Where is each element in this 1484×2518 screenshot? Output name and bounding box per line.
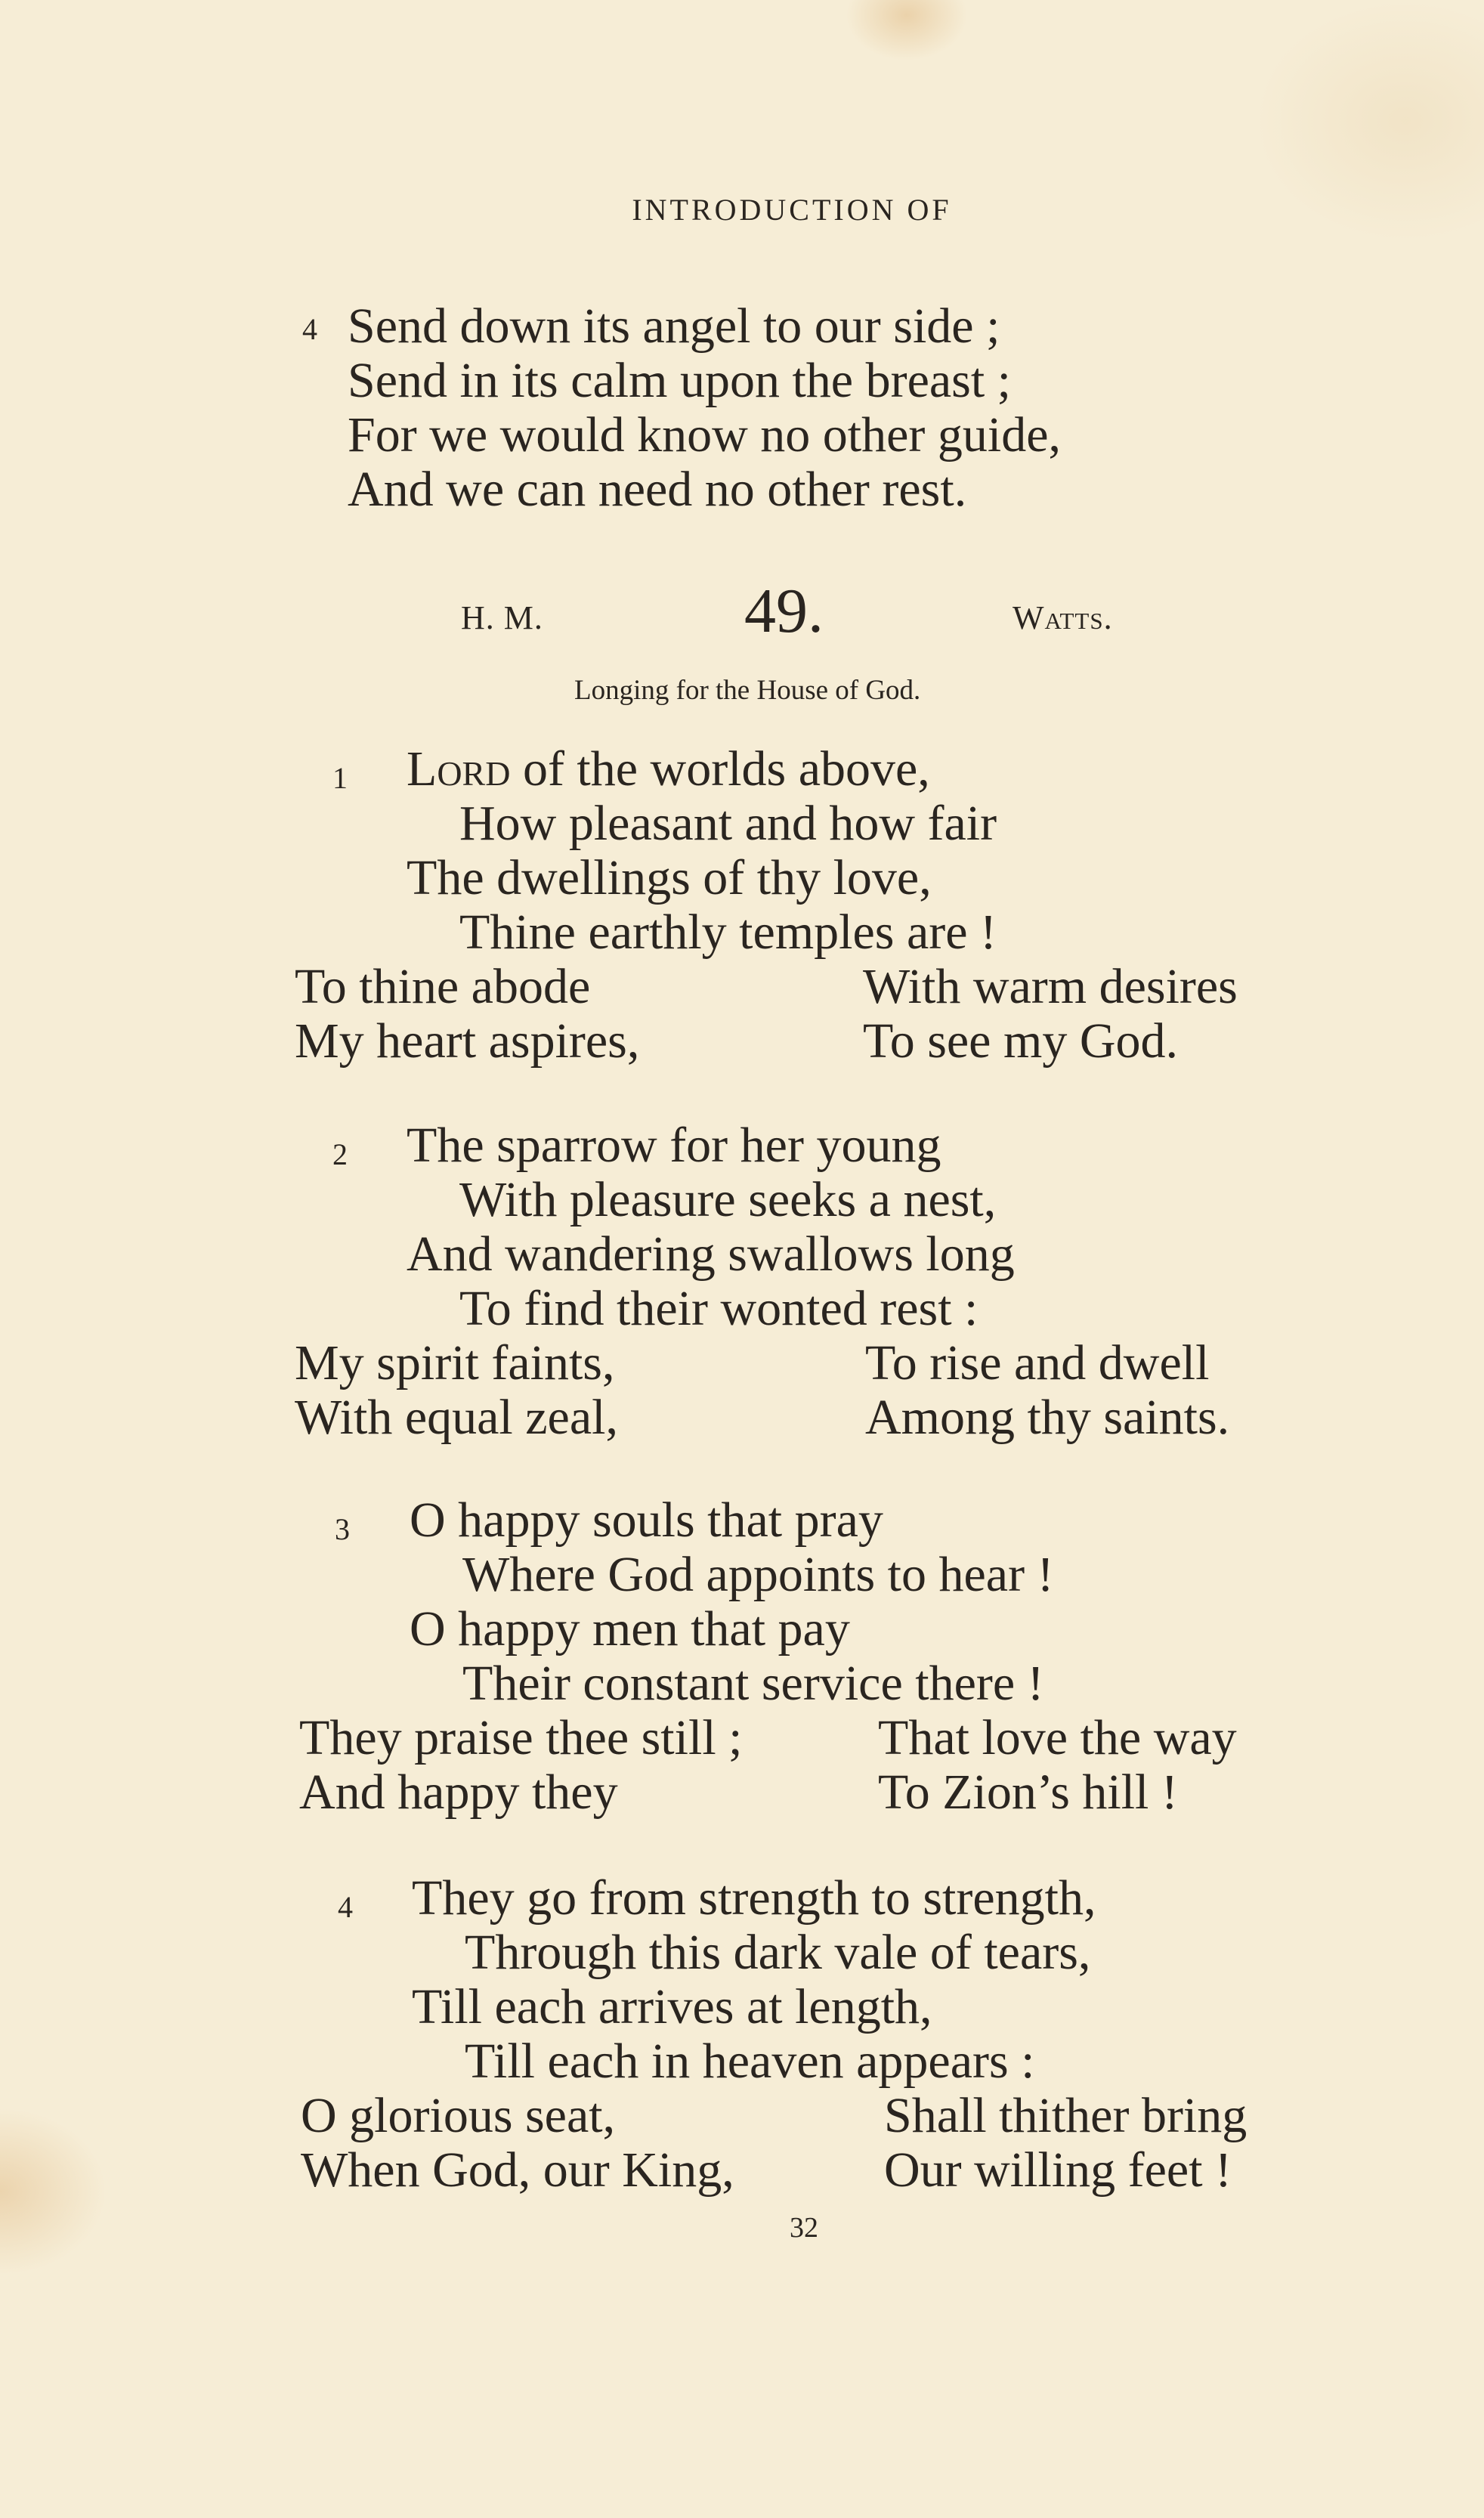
verse-line: Thine earthly temples are !: [459, 905, 997, 960]
couplet-left: My heart aspires,: [295, 1013, 640, 1069]
couplet-right: That love the way: [878, 1710, 1237, 1765]
couplet-left: When God, our King,: [301, 2142, 734, 2198]
couplet-right: Our willing feet !: [884, 2142, 1232, 2198]
couplet-right: To rise and dwell: [865, 1335, 1210, 1390]
verse-line: How pleasant and how fair: [459, 796, 997, 851]
couplet-left: With equal zeal,: [295, 1390, 618, 1445]
hymn-author: Watts.: [1013, 599, 1113, 636]
couplet-right: To see my God.: [863, 1013, 1178, 1069]
verse-line: Till each in heaven appears :: [465, 2034, 1035, 2089]
verse-line: And wandering swallows long: [407, 1227, 1015, 1282]
couplet-left: My spirit faints,: [295, 1335, 615, 1390]
verse-line: To find their wonted rest :: [459, 1281, 979, 1336]
verse-line: Where God appoints to hear !: [462, 1547, 1054, 1602]
verse-line: Their constant service there !: [462, 1656, 1044, 1711]
verse-number: 2: [332, 1137, 348, 1171]
verse-line: And we can need no other rest.: [348, 462, 967, 517]
page-number: 32: [790, 2212, 818, 2244]
couplet-right: To Zion’s hill !: [878, 1765, 1178, 1820]
verse-line: The sparrow for her young: [407, 1118, 941, 1173]
verse-number: 3: [335, 1512, 350, 1546]
verse-line: Through this dark vale of tears,: [465, 1925, 1091, 1980]
couplet-right: With warm desires: [863, 959, 1238, 1014]
verse-line: Send down its angel to our side ;: [348, 299, 1000, 354]
couplet-right: Among thy saints.: [865, 1390, 1230, 1445]
verse-line: [407, 742, 930, 797]
couplet-right: Shall thither bring: [884, 2088, 1247, 2143]
first-word: Lord: [407, 741, 511, 797]
hymn-number: 49.: [744, 576, 824, 646]
couplet-left: To thine abode: [295, 959, 591, 1014]
verse-line: With pleasure seeks a nest,: [459, 1172, 997, 1227]
verse-line: Till each arrives at length,: [412, 1979, 932, 2034]
couplet-left: They praise thee still ;: [299, 1710, 743, 1765]
couplet-left: And happy they: [299, 1765, 618, 1820]
verse-number: 4: [302, 312, 317, 346]
hymn-meter: H. M.: [461, 599, 543, 636]
verse-line: O happy men that pay: [410, 1601, 850, 1656]
verse-line: The dwellings of thy love,: [407, 850, 932, 905]
verse-number: 4: [338, 1890, 353, 1924]
hymn-subtitle: Longing for the House of God.: [574, 675, 921, 706]
verse-number: 1: [332, 761, 348, 795]
verse-line: O happy souls that pray: [410, 1493, 883, 1548]
running-head: INTRODUCTION OF: [632, 193, 952, 227]
verse-line: For we would know no other guide,: [348, 407, 1062, 462]
couplet-left: O glorious seat,: [301, 2088, 616, 2143]
verse-line-rest: of the worlds above,: [510, 741, 930, 797]
verse-line: Send in its calm upon the breast ;: [348, 353, 1012, 408]
verse-line: They go from strength to strength,: [412, 1870, 1096, 1926]
